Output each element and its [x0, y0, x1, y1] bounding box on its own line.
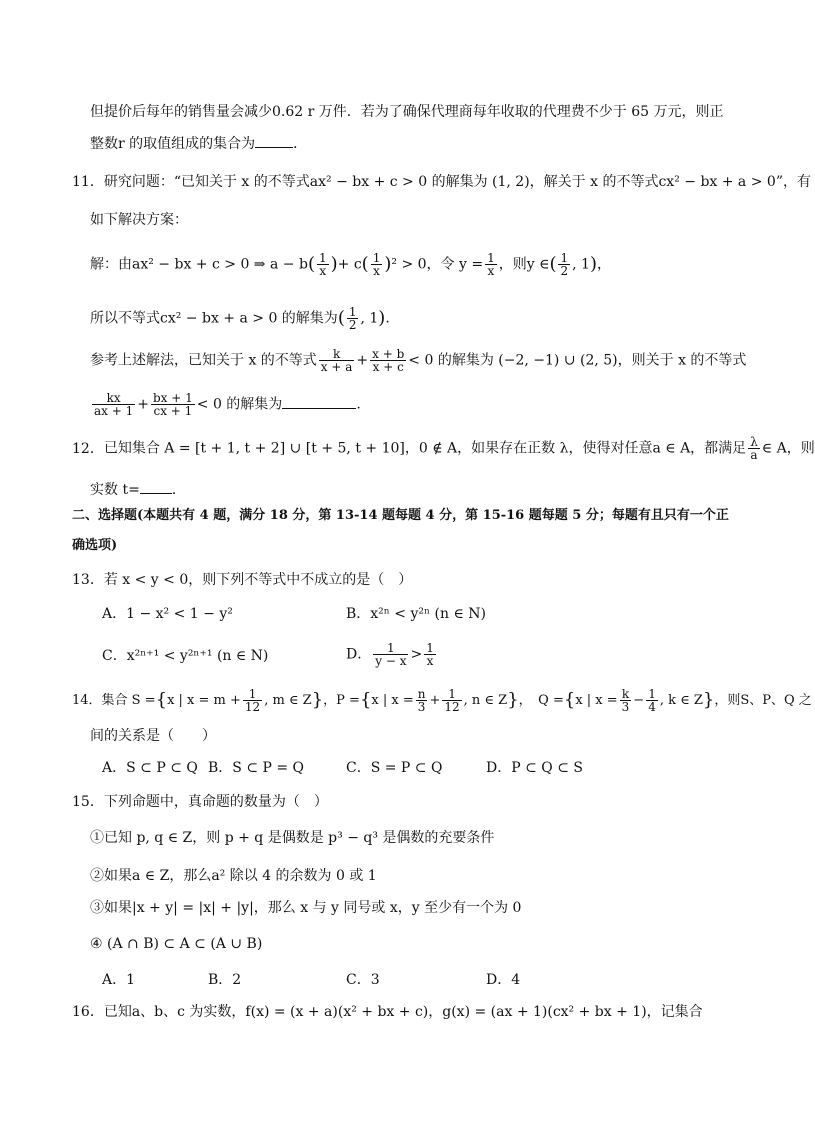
p15-option-b[interactable]: B．2 [208, 972, 242, 988]
p14-option-a[interactable]: A．S ⊂ P ⊂ Q [102, 760, 198, 776]
fraction: $\frac{1}{x}$ [487, 251, 495, 278]
p10-line1: 但提价后每年的销售量会减少0.62 r 万件．若为了确保代理商每年收取的代理费不少于 65 万元，则正 [90, 104, 724, 120]
p15-stem: 15．下列命题中，真命题的数量为（ ） [72, 794, 328, 810]
p15-item-2: ②如果a ∈ Z，那么a² 除以 4 的余数为 0 或 1 [90, 868, 377, 884]
p12-line1: 12．已知集合 A = [t + 1, t + 2] ∪ [t + 5, t + 10]，0 ∉ A，如果存在正数 λ，使得对任意a ∈ A，都满足 $\frac{\lambda}{a}$ ∈ A，则 [72, 435, 815, 462]
p11-line2: 如下解决方案： [90, 212, 188, 228]
answer-blank[interactable] [255, 135, 293, 148]
p13-option-b[interactable]: B．x²ⁿ < y²ⁿ (n ∈ N) [346, 606, 486, 622]
p11-line1: 11．研究问题：“已知关于 x 的不等式ax² − bx + c > 0 的解集为 (1, 2)，解关于 x 的不等式cx² − bx + a > 0”，有 [72, 174, 811, 190]
p10-line2: 整数r 的取值组成的集合为 ． [90, 136, 308, 152]
p12-line2: 实数 t= ． [90, 482, 186, 498]
p15-option-c[interactable]: C．3 [346, 972, 380, 988]
p14-option-c[interactable]: C．S = P ⊂ Q [346, 760, 443, 776]
p11-conclusion: 所以不等式cx² − bx + a > 0 的解集为( $\frac{1}{2}$ , 1). [90, 305, 390, 332]
p13-option-a[interactable]: A．1 − x² < 1 − y² [102, 606, 233, 622]
section-title: 二、选择题(本题共有 4 题，满分 18 分，第 13-14 题每题 4 分，第 15-16 题每题 5 分；每题有且只有一个正 [72, 508, 729, 523]
p15-item-4: ④ (A ∩ B) ⊂ A ⊂ (A ∪ B) [90, 936, 263, 952]
p13-option-c[interactable]: C．x²ⁿ⁺¹ < y²ⁿ⁺¹ (n ∈ N) [102, 648, 269, 664]
p11-reference: 参考上述解法，已知关于 x 的不等式 $\frac{k}{x + a}$ + $\frac{x + b}{x + c}$ < 0 的解集为 (−2, −1) ∪ (2, 5)，则关于 x 的不等式 [90, 347, 747, 374]
fraction: $\frac{\lambda}{a}$ [750, 435, 758, 462]
p11-solution: 解：由ax² − bx + c > 0 ⇒ a − b( $\frac{1}{x}$ )+ c( $\frac{1}{x}$ )² > 0，令 y = $\frac{1}{x}$ ，则y ∈( $\frac{1}{2}$ , 1)， [90, 251, 611, 278]
fraction: $\frac{kx}{ax + 1}$ [94, 391, 134, 418]
fraction: $\frac{1}{x}$ [318, 251, 327, 278]
p15-item-3: ③如果|x + y| = |x| + |y|，那么 x 与 y 同号或 x，y 至少有一个为 0 [90, 900, 522, 916]
fraction: $\frac{1}{y - x}$ [375, 641, 407, 668]
p11-question: $\frac{kx}{ax + 1}$ + $\frac{bx + 1}{cx + 1}$ < 0 的解集为 . [94, 391, 361, 418]
answer-blank[interactable] [140, 481, 172, 494]
p14-option-d[interactable]: D．P ⊂ Q ⊂ S [486, 760, 583, 776]
p15-item-1: ①已知 p, q ∈ Z，则 p + q 是偶数是 p³ − q³ 是偶数的充要条件 [90, 830, 495, 846]
fraction: $\frac{1}{x}$ [372, 251, 381, 278]
p15-option-a[interactable]: A．1 [102, 972, 136, 988]
p16-line1: 16．已知a、b、c 为实数，f(x) = (x + a)(x² + bx + c)，g(x) = (ax + 1)(cx² + bx + 1)，记集合 [72, 1004, 703, 1020]
p14-option-b[interactable]: B．S ⊂ P = Q [208, 760, 305, 776]
section-title-cont: 确选项) [72, 538, 118, 553]
fraction: $\frac{1}{2}$ [560, 251, 569, 278]
fraction: $\frac{bx + 1}{cx + 1}$ [152, 391, 193, 418]
fraction: $\frac{x + b}{x + c}$ [372, 347, 405, 374]
fraction: $\frac{1}{2}$ [348, 305, 357, 332]
fraction: $\frac{1}{x}$ [426, 641, 434, 668]
answer-blank[interactable] [282, 396, 356, 409]
p13-stem: 13．若 x < y < 0，则下列不等式中不成立的是（ ） [72, 572, 413, 588]
p15-option-d[interactable]: D．4 [486, 972, 521, 988]
fraction: $\frac{k}{x + a}$ [320, 347, 353, 374]
p14-line2: 间的关系是（ ） [90, 728, 216, 744]
p13-option-d[interactable]: D． $\frac{1}{y - x}$ > $\frac{1}{x}$ [346, 641, 434, 668]
p14-stem: 14．集合 S ={x | x = m + $\frac{1}{12}$ , m ∈ Z}，P ={x | x = $\frac{n}{3}$ + $\frac{1}{12}$ , n ∈ Z}， Q ={x | x = $\frac{k}{3}$ − $\frac{1}{4}$ , k ∈ Z}，则S、P、Q 之 [72, 687, 812, 714]
